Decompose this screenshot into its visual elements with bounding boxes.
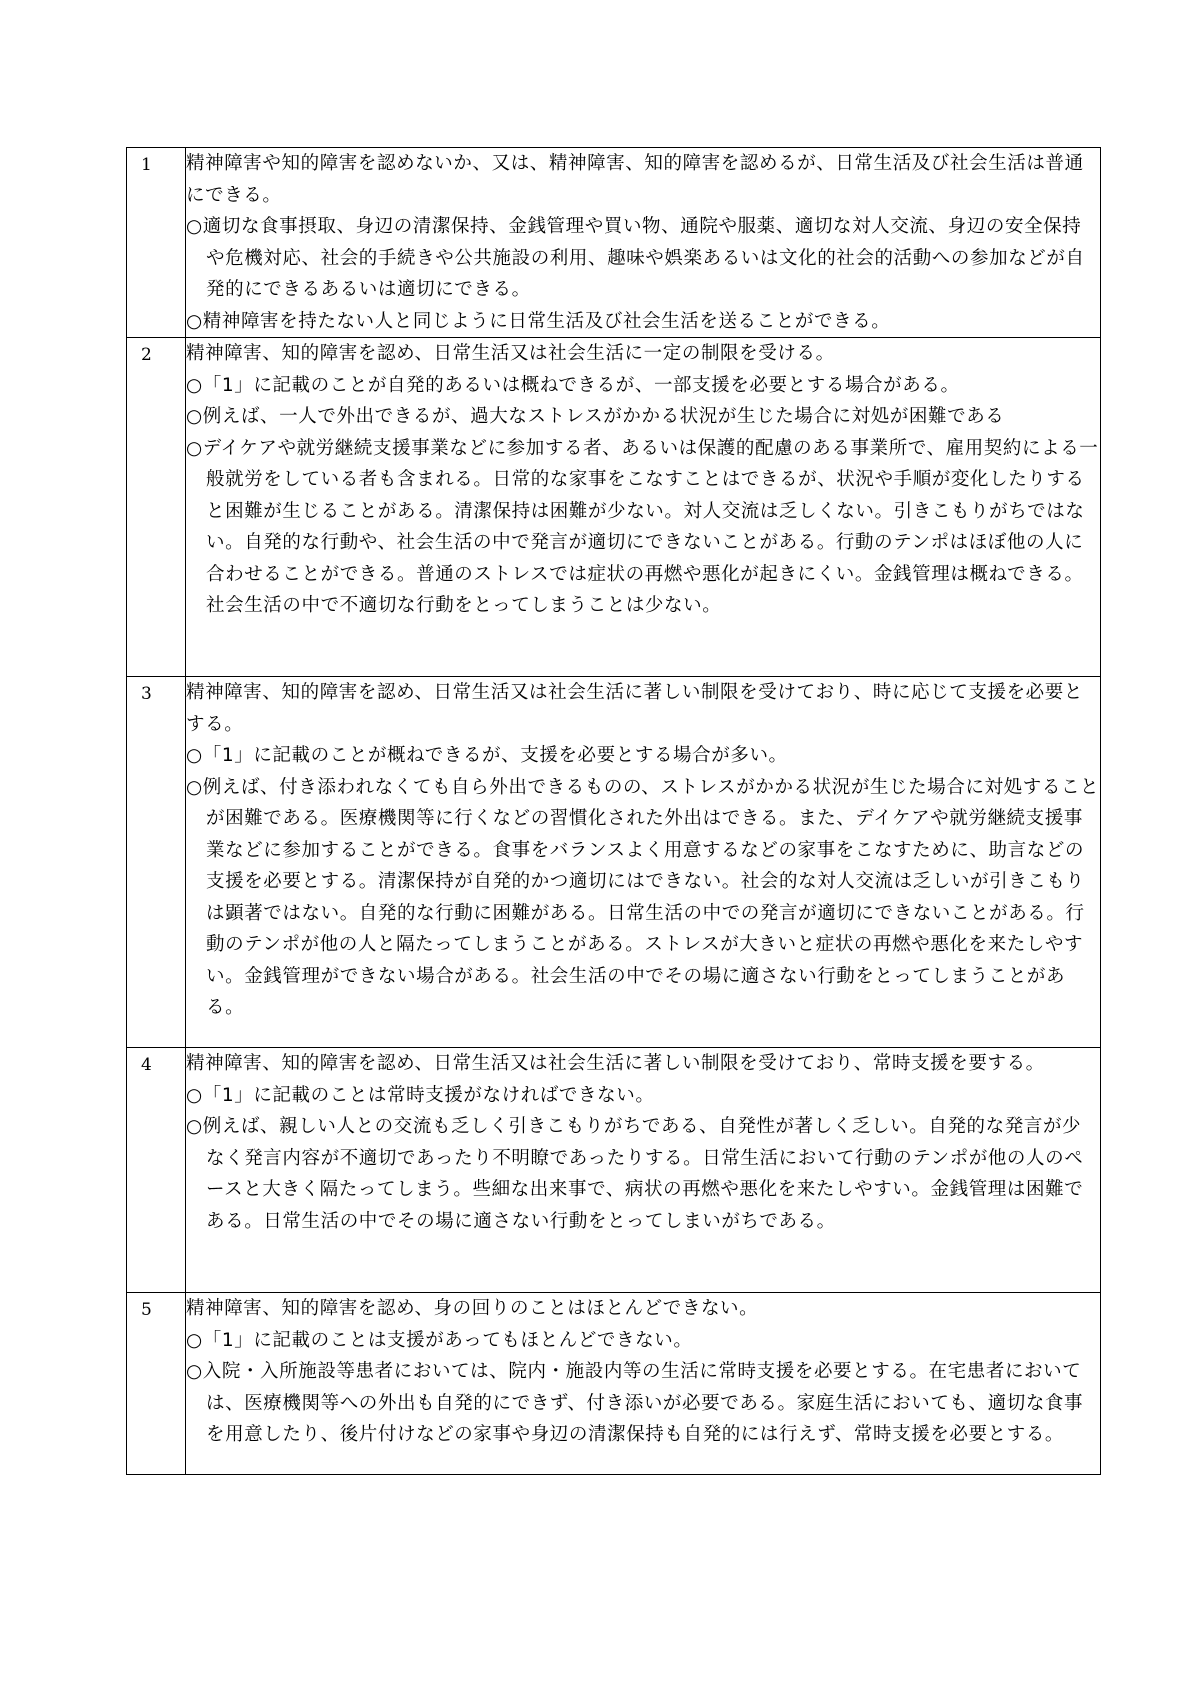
bullet-item: ○入院・入所施設等患者においては、院内・施設内等の生活に常時支援を必要とする。在宅患者においては、医療機関等への外出も自発的にできず、付き添いが必要である。家庭生活においても、適切な食事を用意したり、後片付けなどの家事や身辺の清潔保持も自発的には行えず、常時支援を必要とする。: [186, 1361, 1084, 1445]
table-row: [127, 148, 1101, 338]
table-row: [127, 338, 1101, 677]
bullet-item: ○例えば、一人で外出できるが、過大なストレスがかかる状況が生じた場合に対処が困難である: [186, 406, 1005, 427]
bullet-item: ○例えば、親しい人との交流も乏しく引きこもりがちである、自発性が著しく乏しい。自発的な発言が少なく発言内容が不適切であったり不明瞭であったりする。日常生活において行動のテンポが他の人のペースと大きく隔たってしまう。些細な出来事で、病状の再燃や悪化を来たしやすい。金銭管理は困難である。日常生活の中でその場に適さない行動をとってしまいがちである。: [186, 1116, 1084, 1232]
table-row: [127, 677, 1101, 1048]
bullet-item: ○精神障害を持たない人と同じように日常生活及び社会生活を送ることができる。: [186, 310, 891, 332]
level-summary: 精神障害、知的障害を認め、日常生活又は社会生活に一定の制限を受ける。: [186, 343, 835, 364]
table-row: [127, 1048, 1101, 1293]
description-cell: [186, 148, 1101, 338]
bullet-item: ○「1」に記載のことが概ねできるが、支援を必要とする場合が多い。: [186, 745, 788, 766]
description-cell: [186, 1048, 1101, 1293]
criteria-table: [126, 147, 1101, 1475]
description-cell: [186, 677, 1101, 1048]
table-row: [127, 1293, 1101, 1475]
bullet-item: ○「1」に記載のことが自発的あるいは概ねできるが、一部支援を必要とする場合がある。: [186, 374, 960, 396]
level-number-cell: [127, 1293, 186, 1475]
level-number: 3: [141, 684, 152, 704]
bullet-item: ○例えば、付き添われなくても自ら外出できるものの、ストレスがかかる状況が生じた場合に対処することが困難である。医療機関等に行くなどの習慣化された外出はできる。また、デイケアや就労継続支援事業などに参加することができる。食事をバランスよく用意するなどの家事をこなすために、助言などの支援を必要とする。清潔保持が自発的かつ適切にはできない。社会的な対人交流は乏しいが引きこもりは顕著ではない。自発的な行動に困難がある。日常生活の中での発言が適切にできないことがある。行動のテンポが他の人と隔たってしまうことがある。ストレスが大きいと症状の再燃や悪化を来たしやすい。金銭管理ができない場合がある。社会生活の中でその場に適さない行動をとってしまうことがある。: [186, 776, 1100, 1018]
level-number-cell: [127, 677, 186, 1048]
description-cell: [186, 338, 1101, 677]
level-number-cell: [127, 338, 186, 677]
description-cell: [186, 1293, 1101, 1475]
level-summary: 精神障害、知的障害を認め、日常生活又は社会生活に著しい制限を受けており、時に応じて支援を必要とする。: [186, 682, 1083, 735]
level-number-cell: [127, 148, 186, 338]
level-number: 2: [141, 345, 152, 365]
bullet-item: ○適切な食事摂取、身辺の清潔保持、金銭管理や買い物、通院や服薬、適切な対人交流、身辺の安全保持や危機対応、社会的手続きや公共施設の利用、趣味や娯楽あるいは文化的社会的活動への参加などが自発的にできるあるいは適切にできる。: [186, 216, 1085, 300]
level-number: 1: [141, 155, 152, 175]
level-number: 5: [141, 1300, 152, 1320]
level-number-cell: [127, 1048, 186, 1293]
bullet-item: ○「1」に記載のことは常時支援がなければできない。: [186, 1084, 655, 1106]
bullet-item: ○「1」に記載のことは支援があってもほとんどできない。: [186, 1329, 693, 1351]
bullet-item: ○デイケアや就労継続支援事業などに参加する者、あるいは保護的配慮のある事業所で、雇用契約による一般就労をしている者も含まれる。日常的な家事をこなすことはできるが、状況や手順が変化したりすると困難が生じることがある。清潔保持は困難が少ない。対人交流は乏しくない。引きこもりがちではない。自発的な行動や、社会生活の中で発言が適切にできないことがある。行動のテンポはほぼ他の人に合わせることができる。普通のストレスでは症状の再燃や悪化が起きにくい。金銭管理は概ねできる。社会生活の中で不適切な行動をとってしまうことは少ない。: [186, 437, 1099, 616]
level-summary: 精神障害や知的障害を認めないか、又は、精神障害、知的障害を認めるが、日常生活及び社会生活は普通にできる。: [186, 153, 1084, 206]
level-summary: 精神障害、知的障害を認め、身の回りのことはほとんどできない。: [186, 1298, 759, 1319]
level-summary: 精神障害、知的障害を認め、日常生活又は社会生活に著しい制限を受けており、常時支援を要する。: [186, 1053, 1045, 1074]
level-number: 4: [141, 1055, 152, 1075]
